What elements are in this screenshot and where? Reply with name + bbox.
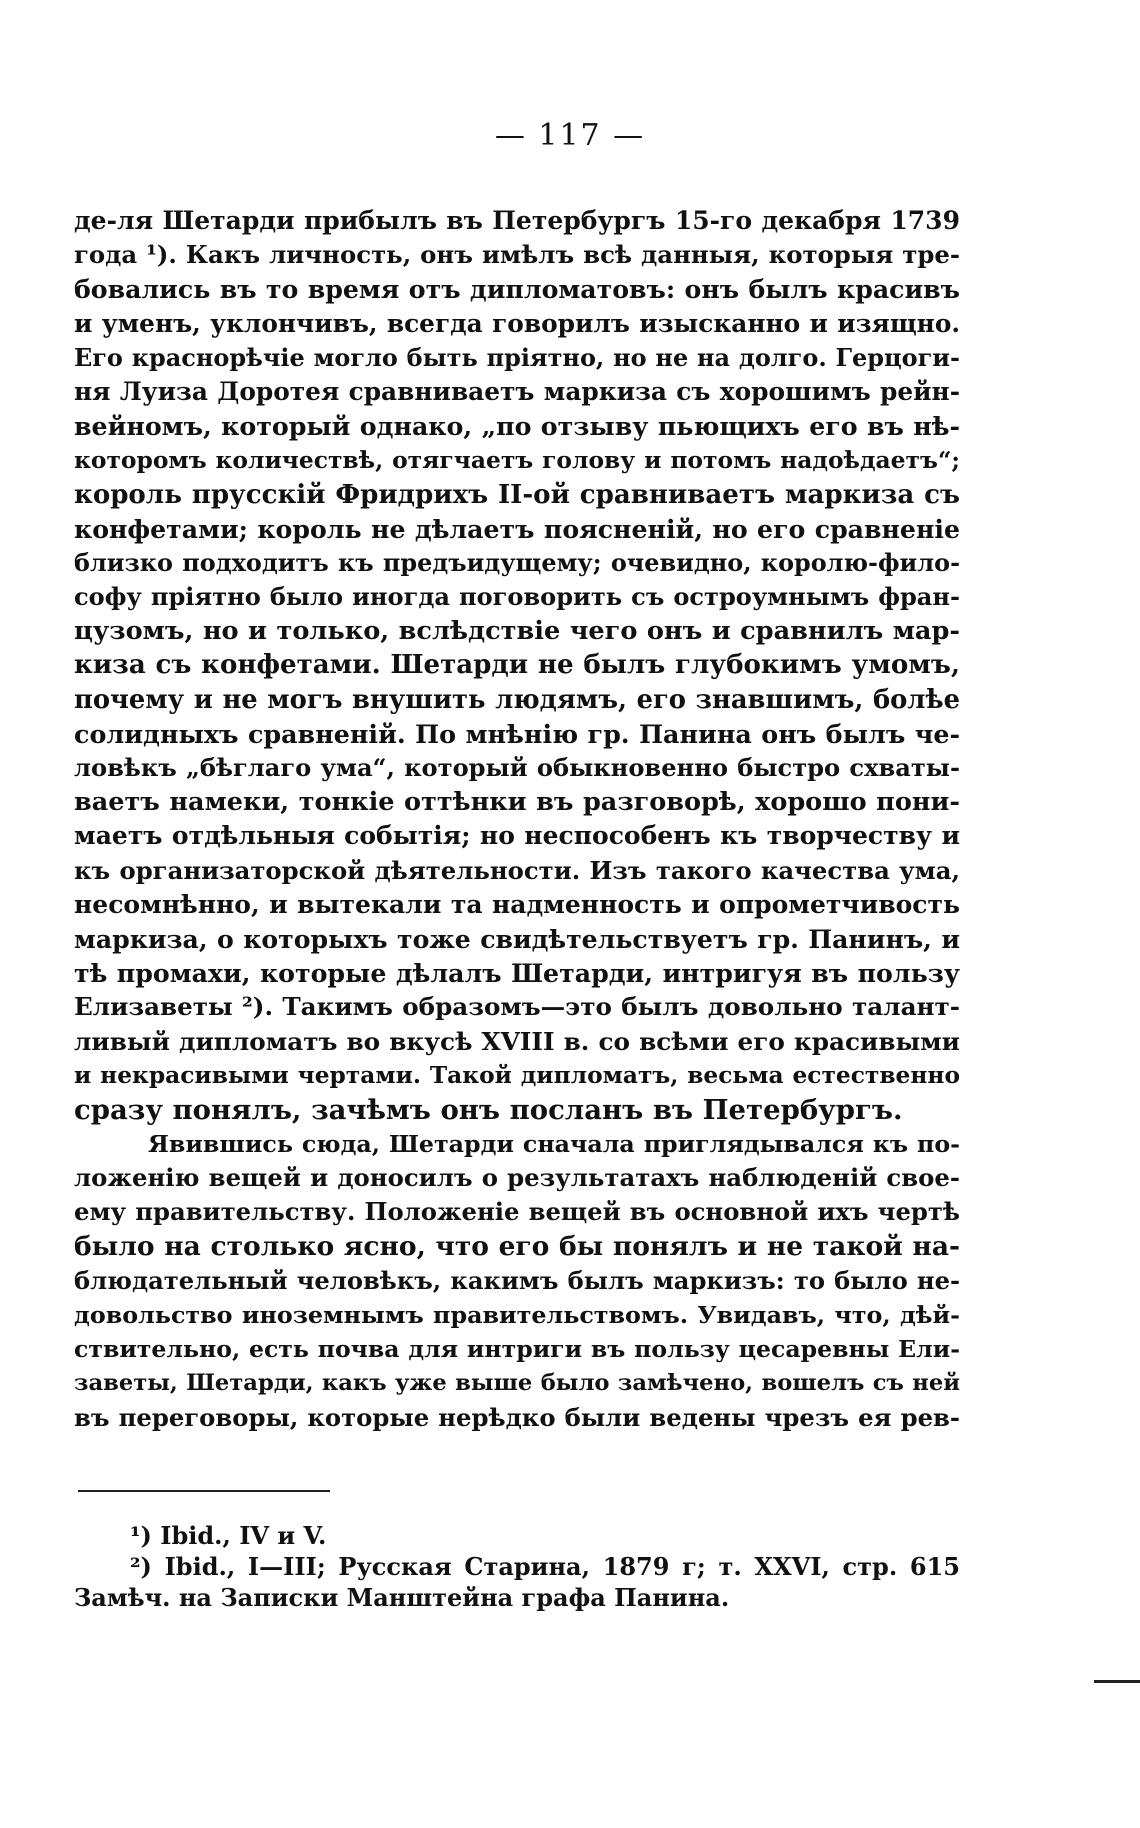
text-line: заветы, Шетарди, какъ уже выше было замѣчено, вошелъ съ ней xyxy=(74,1370,960,1397)
text-line: ложенію вещей и доносилъ о результатахъ наблюденій свое- xyxy=(74,1163,960,1193)
text-line: де-ля Шетарди прибылъ въ Петербургъ 15-го декабря 1739 xyxy=(74,206,960,235)
footnote-divider xyxy=(78,1490,330,1492)
text-line: солидныхъ сравненій. По мнѣнію гр. Панина онъ былъ че- xyxy=(74,718,960,749)
text-line: почему и не могъ внушить людямъ, его знавшимъ, болѣе xyxy=(74,684,960,715)
text-line: года ¹). Какъ личность, онъ имѣлъ всѣ данныя, которыя тре- xyxy=(74,240,960,270)
text-line: король прусскій Фридрихъ ІІ-ой сравниваетъ маркиза съ xyxy=(74,479,960,510)
page-number: — 117 — xyxy=(494,118,646,153)
text-line: ему правительству. Положеніе вещей въ основной ихъ чертѣ xyxy=(74,1197,960,1227)
text-line: тѣ промахи, которые дѣлалъ Шетарди, интригуя въ пользу xyxy=(74,958,960,989)
text-line: ня Луиза Доротея сравниваетъ маркиза съ хорошимъ рейн- xyxy=(74,376,960,406)
text-line: Явившись сюда, Шетарди сначала приглядывался къ по- xyxy=(148,1130,960,1159)
text-line: маетъ отдѣльныя событія; но неспособенъ къ творчеству и xyxy=(74,821,960,851)
text-line: ливый дипломатъ во вкусѣ XVIII в. со всѣми его красивыми xyxy=(74,1026,960,1056)
text-line: Елизаветы ²). Такимъ образомъ—это былъ довольно талант- xyxy=(74,992,960,1022)
text-line: маркиза, о которыхъ тоже свидѣтельствуетъ гр. Панинъ, и xyxy=(74,923,960,954)
footnotes xyxy=(74,1520,960,1613)
text-line: сразу понялъ, зачѣмъ онъ посланъ въ Петербургъ. xyxy=(74,1093,903,1126)
text-line: къ организаторской дѣятельности. Изъ такого качества ума, xyxy=(74,855,960,885)
text-line: и некрасивыми чертами. Такой дипломатъ, весьма естественно xyxy=(74,1061,960,1089)
text-line: бовались въ то время отъ дипломатовъ: онъ былъ красивъ xyxy=(74,274,960,305)
text-line: цузомъ, но и только, вслѣдствіе чего онъ и сравнилъ мар- xyxy=(74,616,960,647)
text-line: блюдательный человѣкъ, какимъ былъ маркизъ: то было не- xyxy=(74,1265,960,1295)
text-line: софу пріятно было иногда поговорить съ остроумнымъ фран- xyxy=(74,582,960,612)
text-line: было на столько ясно, что его бы понялъ и не такой на- xyxy=(74,1230,960,1262)
footnote-1: ¹) Ibid., IV и V. xyxy=(130,1521,327,1550)
text-line: ваетъ намеки, тонкіе оттѣнки въ разговорѣ, хорошо пони- xyxy=(74,787,960,818)
footnote-2-continuation: Замѣч. на Записки Манштейна графа Панина. xyxy=(74,1583,730,1612)
margin-mark xyxy=(1094,1680,1140,1683)
text-line: ствительно, есть почва для интриги въ пользу цесаревны Ели- xyxy=(74,1335,960,1364)
main-text xyxy=(74,204,960,1435)
text-line: и уменъ, уклончивъ, всегда говорилъ изысканно и изящно. xyxy=(74,308,960,338)
text-line: близко подходитъ къ предъидущему; очевидно, королю-фило- xyxy=(74,548,960,577)
text-line: киза съ конфетами. Шетарди не былъ глубокимъ умомъ, xyxy=(74,650,960,681)
text-line: несомнѣнно, и вытекали та надменность и опрометчивость xyxy=(74,889,960,919)
text-line: конфетами; король не дѣлаетъ поясненій, но его сравненіе xyxy=(74,513,960,544)
text-line: Его краснорѣчіе могло быть пріятно, но не на долго. Герцоги- xyxy=(74,343,960,372)
text-line: вейномъ, который однако, „по отзыву пьющихъ его въ нѣ- xyxy=(74,411,960,442)
text-line: которомъ количествѣ, отягчаетъ голову и потомъ надоѣдаетъ“; xyxy=(74,446,960,475)
text-line: въ переговоры, которые нерѣдко были ведены чрезъ ея рев- xyxy=(74,1402,960,1432)
footnote-2: ²) Ibid., I—III; Русская Старина, 1879 г; т. XXVI, стр. 615 xyxy=(130,1552,960,1581)
text-line: ловѣкъ „бѣглаго ума“, который обыкновенно быстро схваты- xyxy=(74,753,960,782)
text-line: довольство иноземнымъ правительствомъ. Увидавъ, что, дѣй- xyxy=(74,1301,960,1329)
